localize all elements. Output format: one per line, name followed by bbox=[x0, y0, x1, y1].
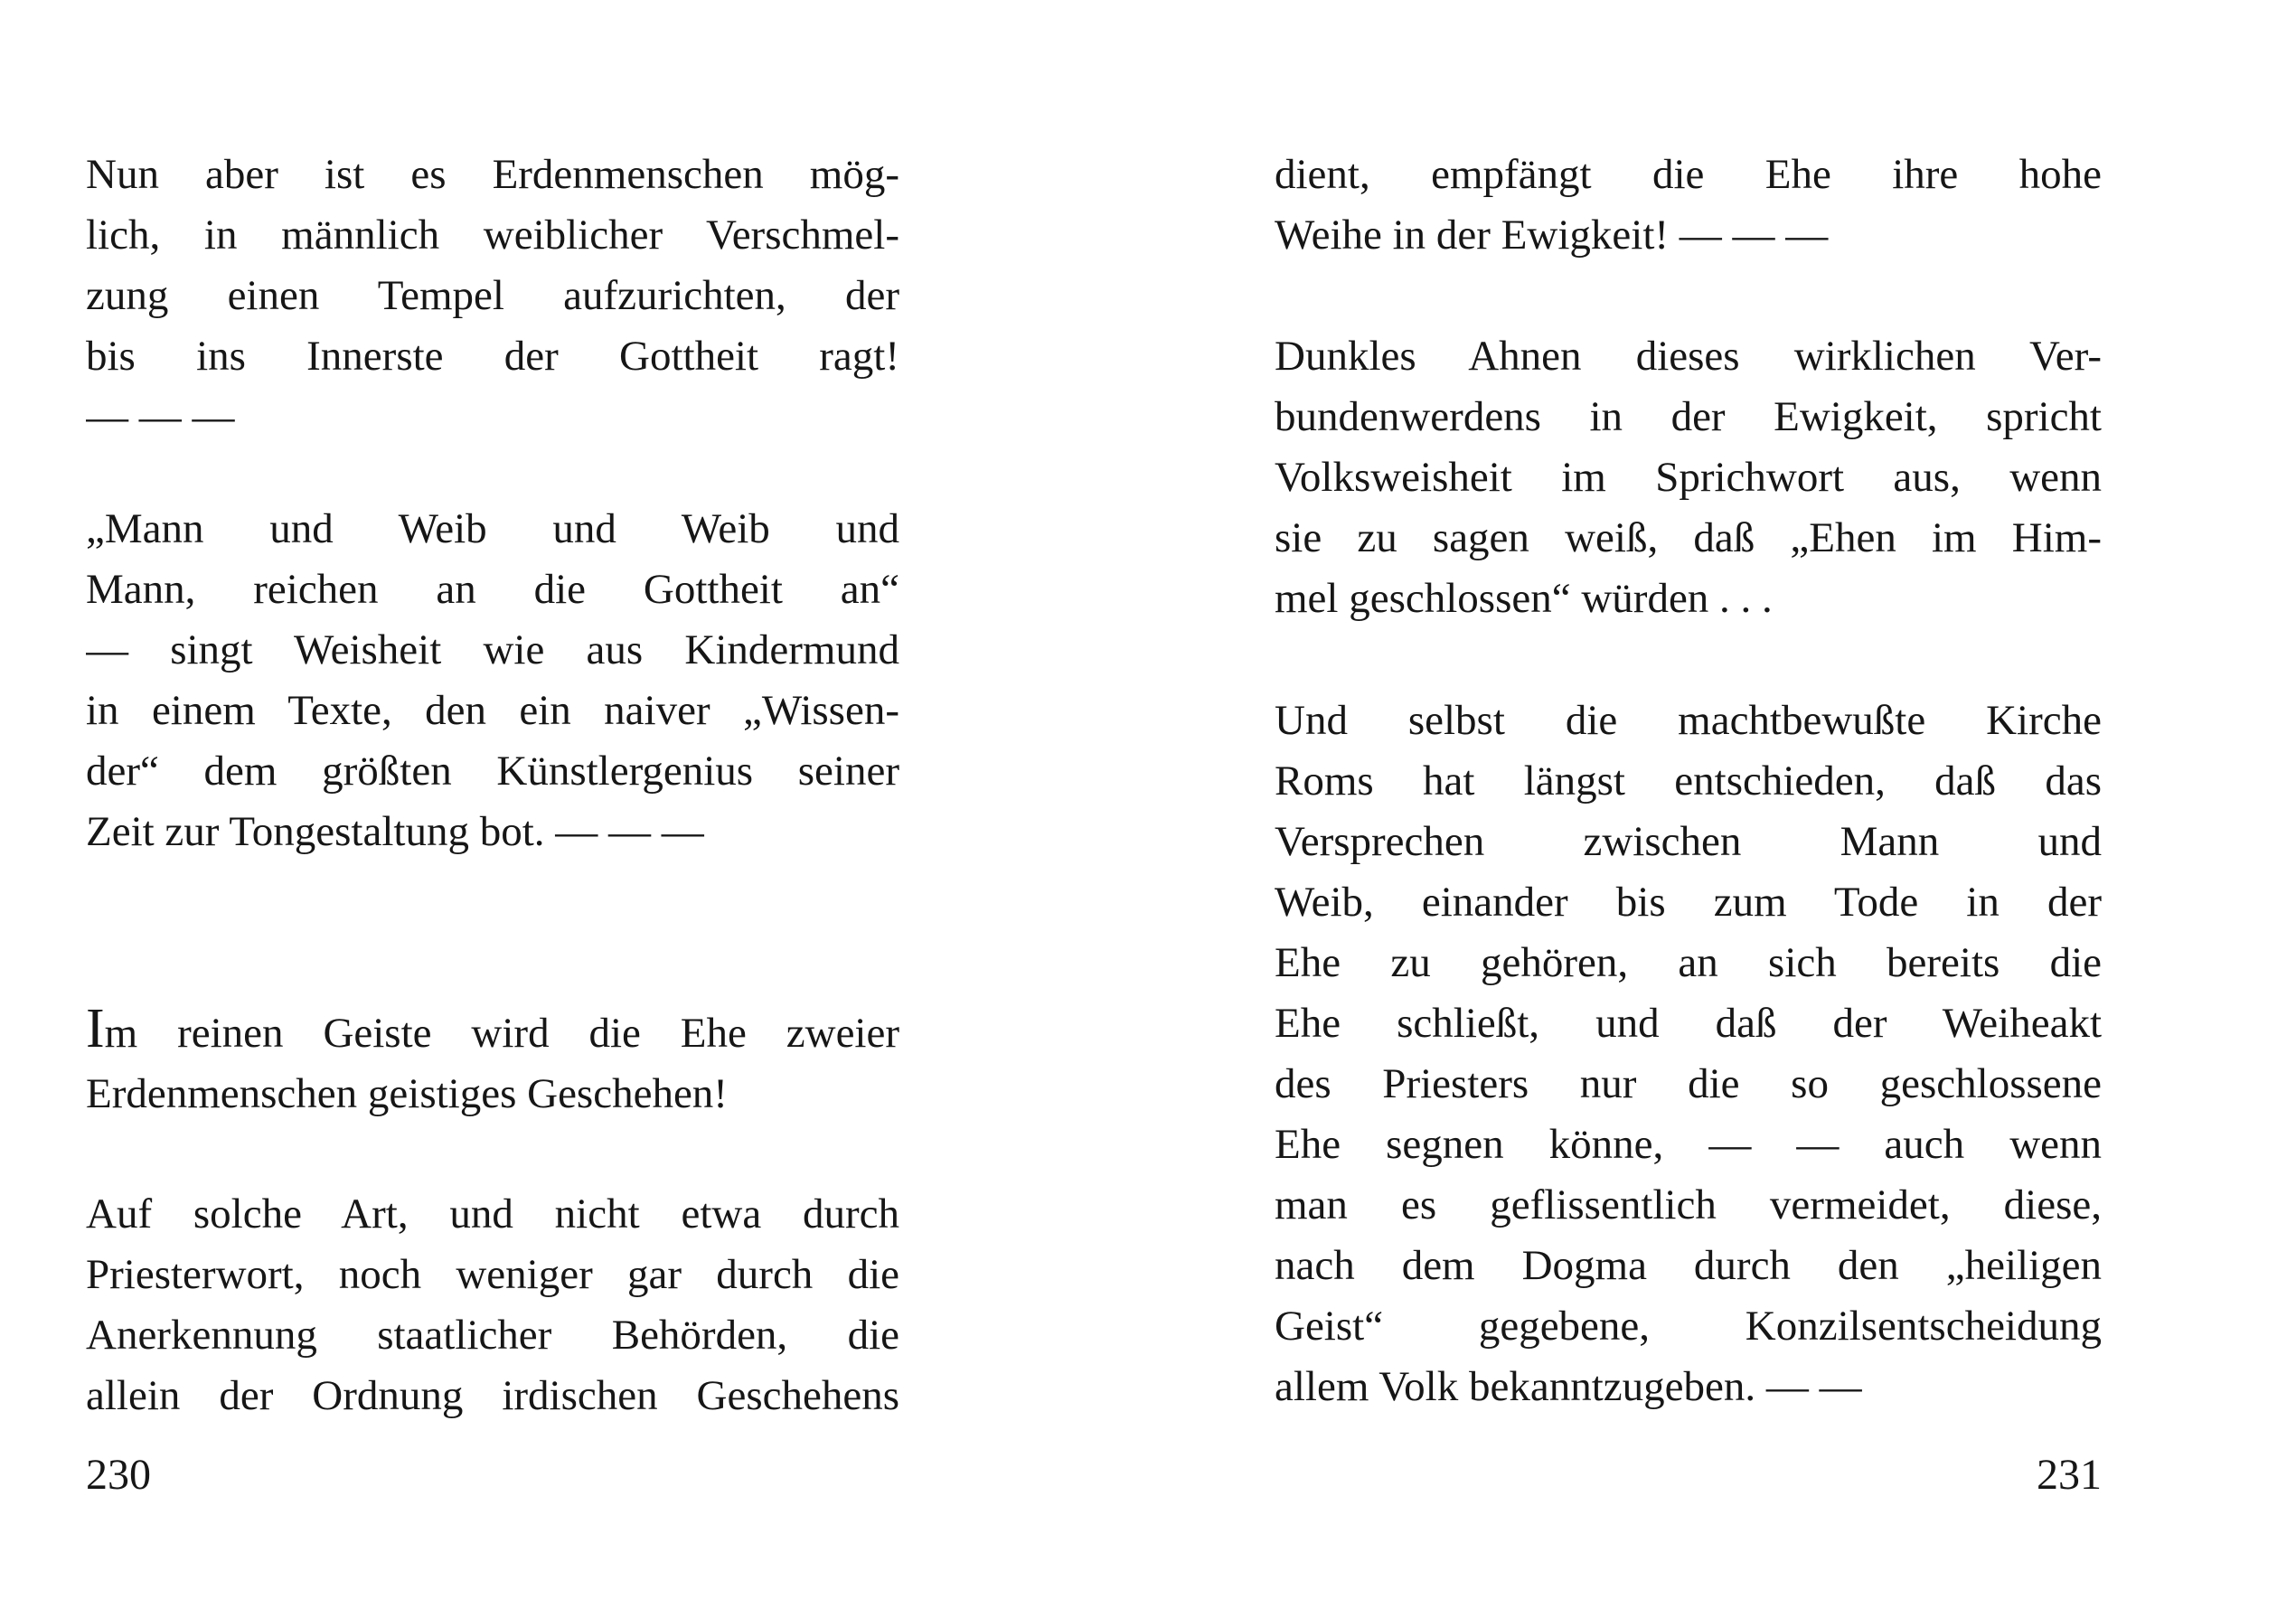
text-line: bis ins Innerste der Gottheit ragt! bbox=[86, 333, 899, 380]
left-paragraph-2 bbox=[86, 499, 899, 862]
text-line: „Mann und Weib und Weib und bbox=[86, 505, 899, 552]
text-line: allem Volk bekanntzugeben. — — bbox=[1275, 1363, 1862, 1410]
text-line: des Priesters nur die so geschlossene bbox=[1275, 1060, 2102, 1107]
text-line: Dunkles Ahnen dieses wirklichen Ver- bbox=[1275, 333, 2102, 380]
text-line: Volksweisheit im Sprichwort aus, wenn bbox=[1275, 454, 2102, 501]
text-line: Weihe in der Ewigkeit! — — — bbox=[1275, 212, 1829, 259]
text-line: Erdenmenschen geistiges Geschehen! bbox=[86, 1070, 728, 1117]
left-paragraph-1 bbox=[86, 145, 899, 447]
text-line: Nun aber ist es Erdenmenschen mög- bbox=[86, 151, 899, 198]
text-line: nach dem Dogma durch den „heiligen bbox=[1275, 1242, 2102, 1289]
text-line: lich, in männlich weiblicher Verschmel- bbox=[86, 212, 899, 259]
text-line: man es geflissentlich vermeidet, diese, bbox=[1275, 1181, 2102, 1228]
text-line: Versprechen zwischen Mann und bbox=[1275, 818, 2102, 865]
text-line: Roms hat längst entschieden, daß das bbox=[1275, 757, 2102, 804]
text-line: Geist“ gegebene, Konzilsentscheidung bbox=[1275, 1303, 2102, 1350]
text-line: — — — bbox=[86, 393, 235, 440]
page-number: 230 bbox=[86, 1451, 151, 1499]
text-line: Ehe zu gehören, an sich bereits die bbox=[1275, 939, 2102, 986]
text-line: mel geschlossen“ würden . . . bbox=[1275, 575, 1773, 622]
text-line: Und selbst die machtbewußte Kirche bbox=[1275, 697, 2102, 744]
initial-line-rest: m reinen Geiste wird die Ehe zweier bbox=[104, 1010, 899, 1057]
text-line: Anerkennung staatlicher Behörden, die bbox=[86, 1312, 899, 1359]
text-line: Priesterwort, noch weniger gar durch die bbox=[86, 1251, 899, 1298]
text-line: in einem Texte, den ein naiver „Wissen- bbox=[86, 687, 899, 734]
left-page bbox=[86, 0, 899, 1609]
right-paragraph-3 bbox=[1275, 691, 2102, 1417]
left-paragraph-4 bbox=[86, 1184, 899, 1426]
text-line: Ehe segnen könne, — — auch wenn bbox=[1275, 1121, 2102, 1168]
text-line: Weib, einander bis zum Tode in der bbox=[1275, 879, 2102, 926]
text-line: Zeit zur Tongestaltung bot. — — — bbox=[86, 808, 704, 855]
right-paragraph-1 bbox=[1275, 145, 2102, 266]
text-line: allein der Ordnung irdischen Geschehens bbox=[86, 1372, 899, 1419]
text-line: Ehe schließt, und daß der Weiheakt bbox=[1275, 1000, 2102, 1047]
drop-initial: I bbox=[86, 1003, 105, 1059]
text-line: bundenwerdens in der Ewigkeit, spricht bbox=[1275, 393, 2102, 440]
text-line: Auf solche Art, und nicht etwa durch bbox=[86, 1190, 899, 1237]
right-page bbox=[1275, 0, 2102, 1609]
text-line: dient, empfängt die Ehe ihre hohe bbox=[1275, 151, 2102, 198]
text-line: — singt Weisheit wie aus Kindermund bbox=[86, 626, 899, 673]
text-line-with-initial bbox=[86, 1003, 899, 1064]
page-number: 231 bbox=[2037, 1451, 2102, 1499]
text-line: sie zu sagen weiß, daß „Ehen im Him- bbox=[1275, 514, 2102, 561]
text-line: zung einen Tempel aufzurichten, der bbox=[86, 272, 899, 319]
text-line: der“ dem größten Künstlergenius seiner bbox=[86, 748, 899, 795]
left-paragraph-3 bbox=[86, 1003, 899, 1124]
right-paragraph-2 bbox=[1275, 326, 2102, 629]
text-line: Mann, reichen an die Gottheit an“ bbox=[86, 566, 899, 613]
